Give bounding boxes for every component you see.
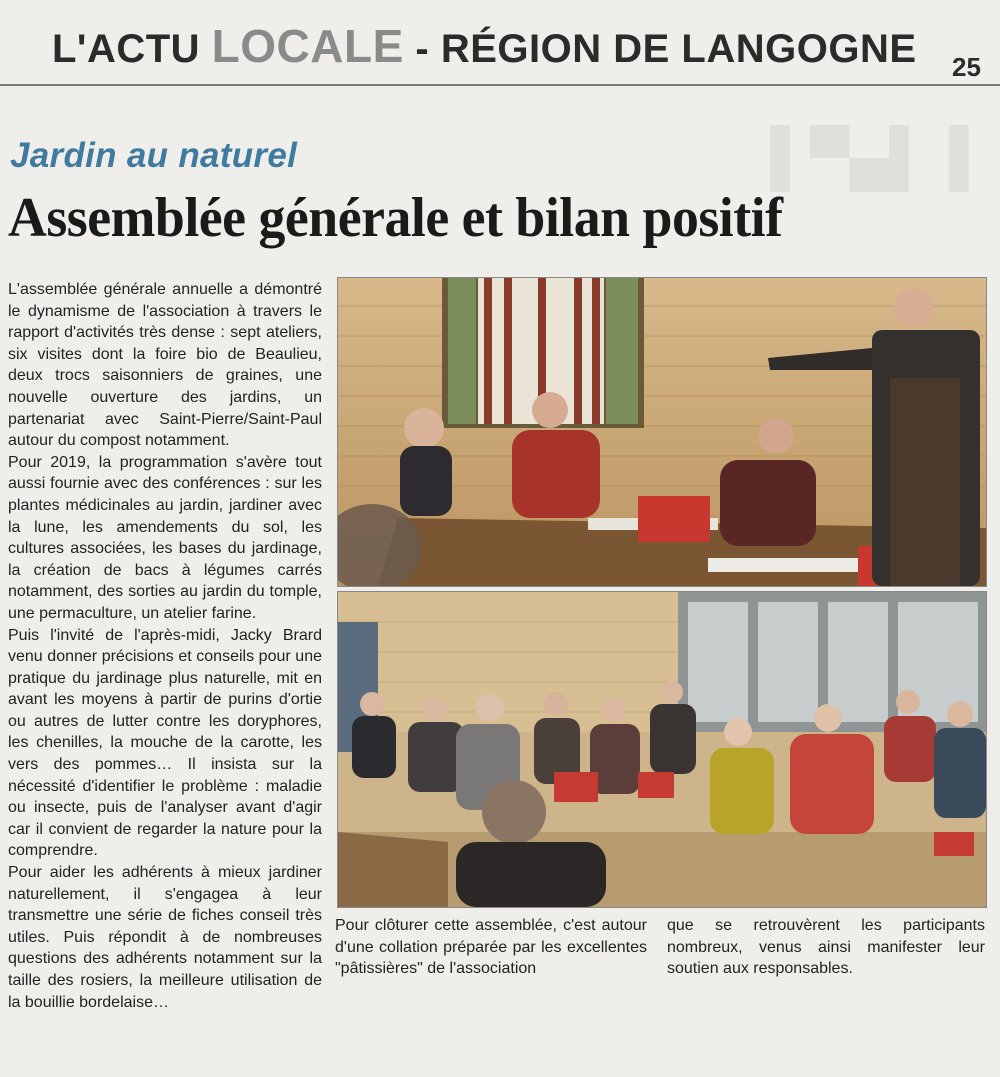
photo-speakers-illustration xyxy=(338,278,986,586)
photo-audience-illustration xyxy=(338,592,986,907)
article-headline: Assemblée générale et bilan positif xyxy=(8,187,783,249)
paragraph-2: Pour 2019, la programmation s'avère tout aussi fournie avec des conférences : sur les plantes médicinales au jardin, jardiner avec la lune, les amendements du sol, les cultures associées, les bases du jardinage, la création de bacs à légumes carrés notamment, des sorties au jardin du tomple, une permaculture, un atelier farine. xyxy=(8,453,322,622)
running-head-suffix: - RÉGION DE LANGOGNE xyxy=(415,27,917,71)
header-rule xyxy=(0,84,1000,86)
page-number: 25 xyxy=(952,52,981,82)
photo-speakers-table xyxy=(337,277,987,587)
bleed-through-ghost: ▌▀▄▌▐ xyxy=(770,126,969,188)
photo-audience xyxy=(337,591,987,908)
paragraph-1: L'assemblée générale annuelle a démontré le dynamisme de l'association à travers le rapport d'activités très dense : sept ateliers, six visites dont la foire bio de Beaulieu, deux trocs saisonniers de graines, une nouvelle ouverture des jardins, un partenariat avec Saint-Pierre/Saint-Paul autour du compost notamment. xyxy=(8,281,322,450)
running-head-prefix: L'ACTU xyxy=(52,27,201,71)
running-head-highlight: LOCALE xyxy=(211,20,404,72)
article-kicker: Jardin au naturel xyxy=(10,136,298,175)
photo-caption-part-2: que se retrouvèrent les participants nombreux, venus ainsi manifester leur soutien aux responsables. xyxy=(667,917,985,978)
paragraph-3: Puis l'invité de l'après-midi, Jacky Brard venu donner précisions et conseils pour une pratique du jardinage plus naturelle, mit en avant les moyens à partir de purins d'ortie ou autres de lutter contre les doryphores, les chenilles, la mouche de la carotte, les vers des pommes… Il insista sur la nécessité d'identifier le problème : maladie ou insecte, puis de l'analyser avant d'agir car il convient de regarder la nature pour la comprendre. xyxy=(8,626,322,860)
article-body xyxy=(8,279,322,1013)
photo-caption-part-1: Pour clôturer cette assemblée, c'est autour d'une collation préparée par les excellentes "pâtissières" de l'association xyxy=(335,917,647,978)
paragraph-4: Pour aider les adhérents à mieux jardiner naturellement, il s'engagea à leur transmettre une série de fiches conseil très utiles. Puis répondit à de nombreuses questions des adhérents notamment sur la taille des rosiers, la meilleure utilisation de la bouillie bordelaise… xyxy=(8,864,322,1011)
running-head xyxy=(52,14,917,78)
